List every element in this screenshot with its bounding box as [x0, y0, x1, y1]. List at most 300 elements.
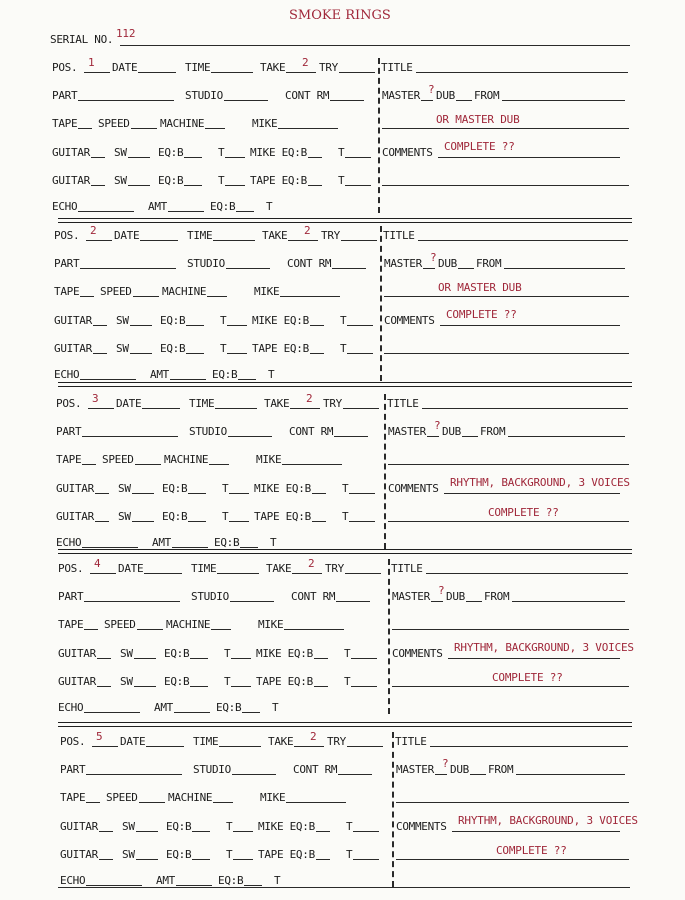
entry-3-guitar1-label: GUITAR — [56, 481, 94, 495]
entry-5-sw2-label: SW — [122, 847, 135, 861]
entry-3-tape-label: TAPE — [56, 453, 82, 467]
entry-1-tape-label: TAPE — [52, 117, 78, 131]
entry-1-comments-blank — [438, 157, 620, 158]
entry-1-eqb2-label-blank — [184, 185, 202, 186]
entry-4-sw1-label-blank — [134, 658, 156, 659]
entry-3-eqb3-label-blank — [240, 547, 258, 548]
entry-4-separator-a — [58, 722, 632, 723]
entry-1-t3-label-blank — [225, 185, 245, 186]
entry-4-sw2-label-blank — [134, 686, 156, 687]
entry-5-amt-label: AMT — [156, 874, 175, 887]
entry-2-date-label-blank — [140, 240, 178, 241]
entry-1-t1-label-blank — [225, 157, 245, 158]
entry-2-mikeeqb-label: MIKE EQ:B — [252, 313, 309, 327]
entry-4-echo-label: ECHO — [58, 701, 84, 714]
entry-5-master-label: MASTER — [396, 763, 434, 777]
entry-2-t3-label: T — [220, 341, 227, 355]
entry-3-eqb2-label: EQ:B — [162, 509, 188, 523]
entry-2-master-label: MASTER — [384, 257, 422, 271]
entry-5-comments-label: COMMENTS — [396, 819, 447, 833]
entry-1-t2-label: T — [338, 145, 345, 159]
entry-3-pos-blank — [88, 408, 114, 409]
entry-1-speed-label-blank — [131, 128, 157, 129]
entry-2-speed-label-blank — [133, 296, 159, 297]
entry-1-from-label: FROM — [474, 89, 500, 103]
entry-1-separator-b — [58, 222, 632, 223]
entry-2-from-blank — [504, 268, 625, 269]
entry-3-dub-blank — [462, 436, 478, 437]
entry-4-studio-label: STUDIO — [191, 590, 229, 604]
entry-2-dub-mark: ? — [430, 251, 437, 265]
entry-3-mikeeqb-label-blank — [312, 493, 326, 494]
entry-1-machine-label-blank — [205, 128, 225, 129]
entry-4-comments-label: COMMENTS — [392, 646, 443, 660]
entry-5-row5-right-blank — [396, 859, 629, 860]
entry-5-machine-label: MACHINE — [168, 791, 213, 805]
entry-3-studio-label: STUDIO — [189, 425, 227, 439]
entry-5-part-label-blank — [86, 774, 182, 775]
entry-2-master-note: OR MASTER DUB — [438, 281, 522, 295]
entry-4-pos-blank — [90, 573, 116, 574]
entry-5-time-label-blank — [219, 746, 261, 747]
entry-3-pos-value: 3 — [92, 392, 99, 405]
serial-label: SERIAL NO. — [50, 33, 114, 46]
entry-2-dub-blank — [458, 268, 474, 269]
entry-5-pos-label: POS. — [60, 735, 86, 748]
entry-3-take-label-blank — [290, 408, 320, 409]
entry-3-row5-right-blank — [388, 521, 629, 522]
entry-2-comments-blank — [440, 325, 620, 326]
entry-3-comments-blank — [444, 493, 620, 494]
entry-5-mikeeqb-label: MIKE EQ:B — [258, 819, 315, 833]
entry-5-try-label: TRY — [327, 735, 346, 748]
entry-1-pos-value: 1 — [88, 56, 95, 69]
entry-2-divider — [380, 226, 382, 381]
entry-2-try-label-blank — [341, 240, 377, 241]
entry-1-master-label-blank — [421, 100, 433, 101]
entry-5-try-label-blank — [347, 746, 383, 747]
entry-3-time-label-blank — [215, 408, 257, 409]
entry-2-eqb1-label: EQ:B — [160, 313, 186, 327]
entry-4-guitar2-label: GUITAR — [58, 674, 96, 688]
entry-2-mike-label: MIKE — [254, 285, 280, 299]
entry-5-mikeeqb-label-blank — [316, 831, 330, 832]
entry-3-contrm-label: CONT RM — [289, 425, 334, 439]
entry-4-t3-label: T — [224, 674, 231, 688]
entry-5-date-label: DATE — [120, 735, 146, 748]
entry-2-part-label-blank — [80, 268, 176, 269]
entry-4-master-label: MASTER — [392, 590, 430, 604]
entry-4-take-label: TAKE — [266, 562, 292, 575]
entry-5-eqb1-label-blank — [192, 831, 210, 832]
entry-4-guitar1-label-blank — [97, 658, 111, 659]
entry-3-pos-label: POS. — [56, 397, 82, 410]
entry-5-t2-label-blank — [353, 831, 379, 832]
entry-2-try-label: TRY — [321, 229, 340, 242]
entry-4-separator-b — [58, 726, 632, 727]
entry-3-title-blank — [422, 408, 628, 409]
entry-4-t4-label-blank — [351, 686, 377, 687]
entry-1-studio-label: STUDIO — [185, 89, 223, 103]
entry-1-comments-label: COMMENTS — [382, 145, 433, 159]
entry-4-comment2: COMPLETE ?? — [492, 670, 563, 684]
entry-1-eqb3-label-blank — [236, 211, 254, 212]
entry-2-take-label-blank — [288, 240, 318, 241]
entry-3-try-label-blank — [343, 408, 379, 409]
entry-3-divider — [384, 394, 386, 549]
entry-4-row5-right-blank — [392, 686, 629, 687]
entry-1-sw1-label: SW — [114, 145, 127, 159]
entry-3-try-label: TRY — [323, 397, 342, 410]
entry-2-time-label-blank — [213, 240, 255, 241]
entry-2-sw2-label: SW — [116, 341, 129, 355]
entry-3-sw1-label-blank — [132, 493, 154, 494]
entry-4-machine-label: MACHINE — [166, 618, 211, 632]
entry-4-eqb1-label: EQ:B — [164, 646, 190, 660]
entry-3-guitar2-label: GUITAR — [56, 509, 94, 523]
entry-2-master-label-blank — [423, 268, 435, 269]
entry-1-mikeeqb-label: MIKE EQ:B — [250, 145, 307, 159]
entry-5-comments-blank — [452, 831, 620, 832]
entry-2-t3-label-blank — [227, 353, 247, 354]
entry-5-t4-label: T — [346, 847, 353, 861]
entry-4-eqb2-label-blank — [190, 686, 208, 687]
entry-5-t4-label-blank — [353, 859, 379, 860]
entry-1-comment: COMPLETE ?? — [444, 139, 515, 153]
entry-2-take-value: 2 — [304, 224, 311, 237]
entry-3-guitar2-label-blank — [95, 521, 109, 522]
entry-1-time-label-blank — [211, 72, 253, 73]
entry-1-dub-blank — [456, 100, 472, 101]
entry-5-echo-label-blank — [86, 885, 142, 886]
entry-4-speed-label: SPEED — [104, 618, 136, 632]
entry-5-contrm-label: CONT RM — [293, 763, 338, 777]
entry-3-t1-label-blank — [229, 493, 249, 494]
entry-2-amt-label-blank — [170, 379, 206, 380]
entry-5-sw1-label: SW — [122, 819, 135, 833]
entry-1-dub-mark: ? — [428, 83, 435, 97]
entry-4-comment: RHYTHM, BACKGROUND, 3 VOICES — [454, 640, 634, 654]
entry-2-date-label: DATE — [114, 229, 140, 242]
serial-value: 112 — [116, 27, 136, 40]
entry-4-t2-label-blank — [351, 658, 377, 659]
entry-3-t3-label: T — [222, 509, 229, 523]
entry-5-eqb2-label: EQ:B — [166, 847, 192, 861]
entry-5-guitar2-label: GUITAR — [60, 847, 98, 861]
entry-5-guitar1-label-blank — [99, 831, 113, 832]
entry-5-tape-label-blank — [86, 802, 100, 803]
entry-3-tapeeqb-label-blank — [312, 521, 326, 522]
entry-1-t2-label-blank — [345, 157, 371, 158]
entry-5-divider — [392, 732, 394, 887]
entry-4-dub-mark: ? — [438, 584, 445, 598]
entry-5-row3-right-blank — [396, 802, 629, 803]
entry-4-eqb3-label: EQ:B — [216, 701, 242, 714]
entry-4-eqb3-label-blank — [242, 712, 260, 713]
entry-1-echo-label: ECHO — [52, 200, 78, 213]
entry-4-contrm-label: CONT RM — [291, 590, 336, 604]
entry-2-tape-label: TAPE — [54, 285, 80, 299]
entry-5-mike-label-blank — [286, 802, 346, 803]
entry-1-echo-label-blank — [78, 211, 134, 212]
entry-3-mikeeqb-label: MIKE EQ:B — [254, 481, 311, 495]
entry-3-guitar1-label-blank — [95, 493, 109, 494]
entry-5-t5-label: T — [274, 874, 281, 887]
entry-1-t4-label: T — [338, 173, 345, 187]
entry-5-comment: RHYTHM, BACKGROUND, 3 VOICES — [458, 813, 638, 827]
entry-5-eqb3-label: EQ:B — [218, 874, 244, 887]
entry-5-contrm-label-blank — [338, 774, 372, 775]
entry-4-mikeeqb-label-blank — [314, 658, 328, 659]
entry-2-studio-label: STUDIO — [187, 257, 225, 271]
entry-2-guitar1-label-blank — [93, 325, 107, 326]
entry-5-from-label: FROM — [488, 763, 514, 777]
entry-3-sw2-label: SW — [118, 509, 131, 523]
entry-4-part-label-blank — [84, 601, 180, 602]
entry-3-part-label: PART — [56, 425, 82, 439]
entry-5-bottom-line — [58, 887, 630, 888]
entry-1-mike-label: MIKE — [252, 117, 278, 131]
entry-4-try-label-blank — [345, 573, 381, 574]
entry-5-title-label: TITLE — [395, 735, 427, 748]
entry-1-try-label: TRY — [319, 61, 338, 74]
entry-5-guitar1-label: GUITAR — [60, 819, 98, 833]
entry-4-time-label: TIME — [191, 562, 217, 575]
entry-2-title-blank — [418, 240, 628, 241]
entry-2-t5-label: T — [268, 368, 275, 381]
entry-3-comment2: COMPLETE ?? — [488, 505, 559, 519]
entry-3-date-label-blank — [142, 408, 180, 409]
entry-3-echo-label-blank — [82, 547, 138, 548]
entry-2-t2-label-blank — [347, 325, 373, 326]
entry-3-eqb1-label-blank — [188, 493, 206, 494]
entry-3-master-label-blank — [427, 436, 439, 437]
entry-2-eqb1-label-blank — [186, 325, 204, 326]
entry-2-t4-label-blank — [347, 353, 373, 354]
entry-2-eqb2-label-blank — [186, 353, 204, 354]
entry-2-guitar2-label-blank — [93, 353, 107, 354]
entry-4-mikeeqb-label: MIKE EQ:B — [256, 646, 313, 660]
entry-5-time-label: TIME — [193, 735, 219, 748]
entry-2-t1-label-blank — [227, 325, 247, 326]
entry-4-from-blank — [512, 601, 625, 602]
entry-4-row3-right-blank — [392, 629, 629, 630]
entry-1-date-label: DATE — [112, 61, 138, 74]
entry-2-separator-a — [58, 382, 632, 383]
entry-2-amt-label: AMT — [150, 368, 169, 381]
entry-3-dub-label: DUB — [442, 425, 461, 439]
entry-1-title-blank — [416, 72, 628, 73]
entry-2-echo-label-blank — [80, 379, 136, 380]
entry-3-t1-label: T — [222, 481, 229, 495]
entry-1-amt-label: AMT — [148, 200, 167, 213]
entry-4-tapeeqb-label-blank — [314, 686, 328, 687]
entry-3-studio-label-blank — [228, 436, 272, 437]
entry-3-from-blank — [508, 436, 625, 437]
entry-1-t3-label: T — [218, 173, 225, 187]
entry-2-dub-label: DUB — [438, 257, 457, 271]
entry-3-mike-label-blank — [282, 464, 342, 465]
entry-5-t3-label-blank — [233, 859, 253, 860]
entry-5-master-label-blank — [435, 774, 447, 775]
entry-1-divider — [378, 58, 380, 213]
entry-3-contrm-label-blank — [334, 436, 368, 437]
entry-3-t3-label-blank — [229, 521, 249, 522]
entry-2-mikeeqb-label-blank — [310, 325, 324, 326]
entry-1-row5-right-blank — [382, 185, 629, 186]
entry-3-take-value: 2 — [306, 392, 313, 405]
entry-4-try-label: TRY — [325, 562, 344, 575]
entry-3-t2-label: T — [342, 481, 349, 495]
entry-4-machine-label-blank — [211, 629, 231, 630]
entry-1-pos-blank — [84, 72, 110, 73]
entry-1-t4-label-blank — [345, 185, 371, 186]
entry-5-date-label-blank — [146, 746, 184, 747]
entry-2-tapeeqb-label: TAPE EQ:B — [252, 341, 309, 355]
entry-1-guitar1-label: GUITAR — [52, 145, 90, 159]
entry-2-pos-value: 2 — [90, 224, 97, 237]
entry-5-part-label: PART — [60, 763, 86, 777]
entry-4-tape-label: TAPE — [58, 618, 84, 632]
entry-4-title-label: TITLE — [391, 562, 423, 575]
entry-4-speed-label-blank — [137, 629, 163, 630]
entry-4-tapeeqb-label: TAPE EQ:B — [256, 674, 313, 688]
entry-2-tape-label-blank — [80, 296, 94, 297]
entry-5-studio-label: STUDIO — [193, 763, 231, 777]
entry-2-title-label: TITLE — [383, 229, 415, 242]
entry-2-from-label: FROM — [476, 257, 502, 271]
entry-5-sw2-label-blank — [136, 859, 158, 860]
entry-2-time-label: TIME — [187, 229, 213, 242]
entry-1-eqb1-label: EQ:B — [158, 145, 184, 159]
entry-2-pos-label: POS. — [54, 229, 80, 242]
entry-4-from-label: FROM — [484, 590, 510, 604]
entry-1-studio-label-blank — [224, 100, 268, 101]
entry-4-t1-label: T — [224, 646, 231, 660]
entry-1-contrm-label-blank — [330, 100, 364, 101]
entry-2-take-label: TAKE — [262, 229, 288, 242]
entry-5-take-label: TAKE — [268, 735, 294, 748]
entry-4-comments-blank — [448, 658, 620, 659]
entry-1-part-label-blank — [78, 100, 174, 101]
entry-5-speed-label: SPEED — [106, 791, 138, 805]
entry-2-contrm-label-blank — [332, 268, 366, 269]
entry-3-machine-label: MACHINE — [164, 453, 209, 467]
entry-3-t4-label: T — [342, 509, 349, 523]
entry-3-eqb2-label-blank — [188, 521, 206, 522]
entry-3-sw2-label-blank — [132, 521, 154, 522]
entry-5-t1-label-blank — [233, 831, 253, 832]
entry-1-title-label: TITLE — [381, 61, 413, 74]
entry-2-t2-label: T — [340, 313, 347, 327]
entry-3-amt-label-blank — [172, 547, 208, 548]
entry-4-guitar1-label: GUITAR — [58, 646, 96, 660]
entry-4-divider — [388, 559, 390, 714]
entry-1-tapeeqb-label: TAPE EQ:B — [250, 173, 307, 187]
entry-4-eqb2-label: EQ:B — [164, 674, 190, 688]
entry-1-guitar2-label: GUITAR — [52, 173, 90, 187]
entry-3-t5-label: T — [270, 536, 277, 549]
entry-4-dub-label: DUB — [446, 590, 465, 604]
entry-1-contrm-label: CONT RM — [285, 89, 330, 103]
entry-1-t1-label: T — [218, 145, 225, 159]
entry-3-row3-right-blank — [388, 464, 629, 465]
entry-4-dub-blank — [466, 601, 482, 602]
entry-2-comment: COMPLETE ?? — [446, 307, 517, 321]
entry-2-tapeeqb-label-blank — [310, 353, 324, 354]
entry-5-sw1-label-blank — [136, 831, 158, 832]
entry-3-t4-label-blank — [349, 521, 375, 522]
entry-1-speed-label: SPEED — [98, 117, 130, 131]
entry-2-speed-label: SPEED — [100, 285, 132, 299]
entry-2-eqb2-label: EQ:B — [160, 341, 186, 355]
entry-4-part-label: PART — [58, 590, 84, 604]
entry-1-try-label-blank — [339, 72, 375, 73]
entry-4-echo-label-blank — [84, 712, 140, 713]
entry-3-sw1-label: SW — [118, 481, 131, 495]
entry-2-t1-label: T — [220, 313, 227, 327]
entry-4-t5-label: T — [272, 701, 279, 714]
entry-5-from-blank — [516, 774, 625, 775]
entry-1-row3-right-blank — [382, 128, 629, 129]
entry-3-machine-label-blank — [209, 464, 229, 465]
entry-1-master-label: MASTER — [382, 89, 420, 103]
entry-3-time-label: TIME — [189, 397, 215, 410]
entry-3-tapeeqb-label: TAPE EQ:B — [254, 509, 311, 523]
entry-2-sw1-label: SW — [116, 313, 129, 327]
entry-5-tapeeqb-label: TAPE EQ:B — [258, 847, 315, 861]
entry-4-time-label-blank — [217, 573, 259, 574]
entry-5-take-value: 2 — [310, 730, 317, 743]
entry-5-dub-blank — [470, 774, 486, 775]
entry-4-amt-label-blank — [174, 712, 210, 713]
entry-3-speed-label-blank — [135, 464, 161, 465]
entry-4-t4-label: T — [344, 674, 351, 688]
entry-4-date-label: DATE — [118, 562, 144, 575]
entry-4-amt-label: AMT — [154, 701, 173, 714]
entry-5-studio-label-blank — [232, 774, 276, 775]
entry-1-mikeeqb-label-blank — [308, 157, 322, 158]
entry-1-time-label: TIME — [185, 61, 211, 74]
entry-3-eqb1-label: EQ:B — [162, 481, 188, 495]
entry-5-echo-label: ECHO — [60, 874, 86, 887]
entry-1-dub-label: DUB — [436, 89, 455, 103]
entry-3-title-label: TITLE — [387, 397, 419, 410]
entry-5-t1-label: T — [226, 819, 233, 833]
entry-2-machine-label-blank — [207, 296, 227, 297]
entry-5-t3-label: T — [226, 847, 233, 861]
entry-5-tapeeqb-label-blank — [316, 859, 330, 860]
entry-4-take-label-blank — [292, 573, 322, 574]
entry-2-guitar2-label: GUITAR — [54, 341, 92, 355]
entry-1-guitar2-label-blank — [91, 185, 105, 186]
entry-1-amt-label-blank — [168, 211, 204, 212]
entry-1-separator-a — [58, 218, 632, 219]
entry-1-machine-label: MACHINE — [160, 117, 205, 131]
entry-3-separator-a — [58, 549, 632, 550]
entry-3-comments-label: COMMENTS — [388, 481, 439, 495]
serial-underline — [120, 45, 630, 46]
entry-3-comment: RHYTHM, BACKGROUND, 3 VOICES — [450, 475, 630, 489]
entry-1-eqb1-label-blank — [184, 157, 202, 158]
entry-5-machine-label-blank — [213, 802, 233, 803]
entry-2-contrm-label: CONT RM — [287, 257, 332, 271]
entry-3-eqb3-label: EQ:B — [214, 536, 240, 549]
entry-3-tape-label-blank — [82, 464, 96, 465]
entry-3-separator-b — [58, 553, 632, 554]
entry-2-row3-right-blank — [384, 296, 629, 297]
entry-5-pos-blank — [92, 746, 118, 747]
